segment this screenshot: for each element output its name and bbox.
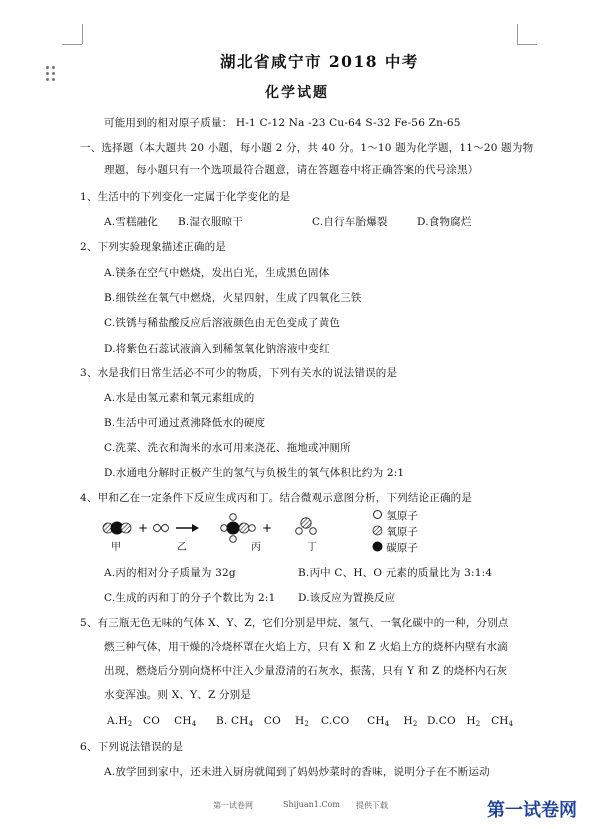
molecule-jia (103, 522, 131, 535)
q6-option-a: A.放学回到家中，还未进入厨房就闻到了妈妈炒菜时的香味，说明分子在不断运动 (104, 766, 490, 778)
q5-stem-line1: 5、有三瓶无色无味的气体 X、Y、Z，它们分别是甲烷、氢气、一氧化碳中的一种，分别点 (80, 617, 509, 629)
q1-option-d: D.食物腐烂 (417, 216, 472, 228)
q4-option-d: D.该反应为置换反应 (298, 592, 396, 604)
section-heading-line2: 理题，每小题只有一个选项最符合题意，请在答题卷中将正确答案的代号涂黑） (104, 164, 479, 176)
q5-option-b: B. $CH_4$ CO $H_2$ (216, 715, 310, 728)
label-ding: 丁 (307, 542, 318, 553)
q5-option-d: D.CO $H_2$ $CH_4$ (427, 715, 514, 728)
atomic-masses: 可能用到的相对原子质量： H-1 C-12 Na -23 Cu-64 S-32 Fe-56 Zn-65 (104, 117, 461, 129)
q1-option-c: C.自行车胎爆裂 (312, 216, 388, 228)
label-bing: 丙 (251, 542, 262, 553)
q2-option-d: D.将紫色石蕊试液滴入到稀氢氧化钠溶液中变红 (104, 343, 330, 355)
q1-stem: 1、生活中的下列变化一定属于化学变化的是 (80, 191, 291, 203)
q3-stem: 3、水是我们日常生活必不可少的物质，下列有关水的说法错误的是 (80, 367, 398, 379)
q3-option-d: D.水通电分解时正极产生的氢气与负极生的氧气体积比约为 2:1 (104, 467, 405, 479)
q1-option-b: B.湿衣服晾干 (178, 216, 243, 228)
q5-option-c: C.CO $CH_4$ $H_2$ (321, 715, 418, 728)
q5-stem-line4: 水变浑浊。则 X、Y、Z 分别是 (104, 689, 252, 701)
plus-sign: + (262, 521, 273, 535)
molecule-yi (154, 525, 169, 532)
q4-option-b: B.丙中 C、H、O 元素的质量比为 3:1:4 (298, 567, 493, 579)
drag-handle-icon[interactable] (46, 66, 56, 82)
page-subtitle: 化学试题 (265, 85, 329, 101)
plus-sign: + (138, 521, 149, 535)
legend-hydrogen (372, 509, 418, 522)
q5-option-a: $A.H_2$ CO $CH_4$ (107, 715, 197, 728)
q2-option-b: B.细铁丝在氧气中燃烧，火星四射，生成了四氧化三铁 (104, 292, 362, 304)
q2-option-a: A.镁条在空气中燃烧，发出白光，生成黑色固体 (104, 267, 330, 279)
q2-stem: 2、下列实验现象描述正确的是 (80, 241, 226, 253)
molecule-ding (296, 518, 317, 535)
q4-option-c: C.生成的丙和丁的分子个数比为 2:1 (104, 592, 276, 604)
footer-left: 第一试卷网 (213, 801, 253, 810)
oxygen-atom-icon (372, 525, 383, 536)
hydrogen-atom-icon (372, 509, 383, 520)
legend-carbon (372, 541, 418, 554)
q2-option-c: C.铁锈与稀盐酸反应后溶液颜色由无色变成了黄色 (104, 317, 341, 329)
q3-option-c: C.洗菜、洗衣和淘米的水可用来浇花、拖地或冲厕所 (104, 442, 351, 454)
q5-stem-line2: 燃三种气体，用干燥的冷烧杯罩在火焰上方，只有 X 和 Z 火焰上方的烧杯内壁有水滴 (104, 641, 508, 653)
label-yi: 乙 (177, 542, 188, 553)
legend-oxygen (372, 525, 418, 538)
q3-option-b: B.生活中可通过煮沸降低水的硬度 (104, 417, 266, 429)
legend-oxygen-label: 氧原子 (386, 526, 418, 538)
q3-option-a: A.水是由氢元素和氧元素组成的 (104, 392, 255, 404)
arrow-icon (176, 524, 199, 532)
carbon-atom-icon (372, 541, 383, 552)
legend-carbon-label: 碳原子 (386, 542, 418, 554)
q4-option-a: A.丙的相对分子质量为 32g (104, 567, 236, 579)
footer-right: 提供下载 (356, 801, 388, 810)
page-title: 湖北省咸宁市 2018 中考 (220, 52, 419, 71)
q1-option-a: A.雪糕融化 (104, 216, 159, 228)
label-jia: 甲 (111, 542, 122, 553)
legend-hydrogen-label: 氢原子 (386, 510, 418, 522)
brand-logo[interactable]: 第一试卷网 (487, 800, 577, 821)
section-heading-line1: 一、选择题（本大题共 20 小题，每小题 2 分，共 40 分。1～10 题为化学题，11～20 题为物 (80, 142, 534, 154)
q4-stem: 4、甲和乙在一定条件下反应生成丙和丁。结合微观示意图分析，下列结论正确的是 (80, 492, 473, 504)
footer-middle: Shijuan1.Com (283, 800, 340, 809)
q5-stem-line3: 出现，燃烧后分别向烧杯中注入少量澄清的石灰水，振荡，只有 Y 和 Z 的烧杯内石灰 (104, 665, 508, 677)
molecule-bing (221, 514, 256, 543)
q6-stem: 6、下列说法错误的是 (80, 741, 184, 753)
